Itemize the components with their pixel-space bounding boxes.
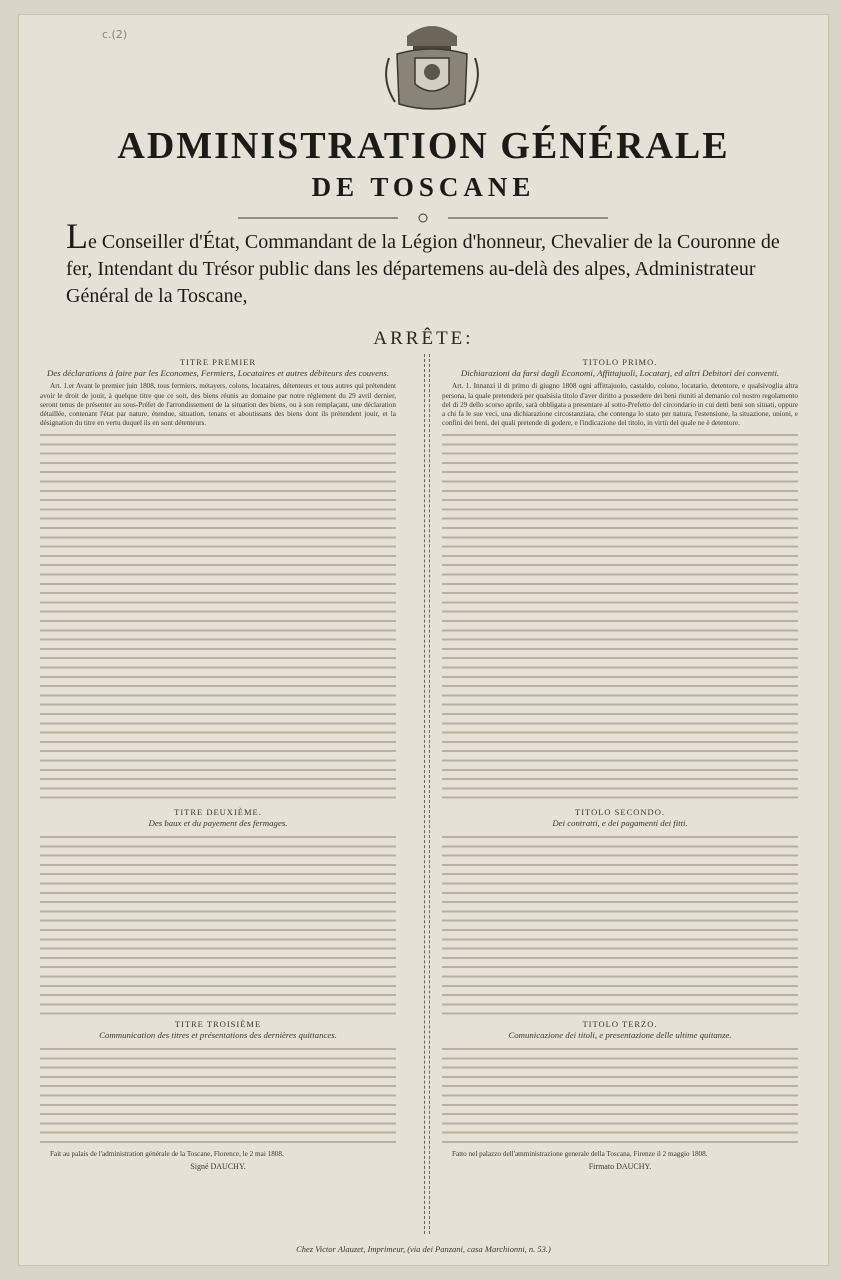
printer-imprint: Chez Victor Alauzet, Imprimeur, (via dei Panzani, casa Marchionni, n. 53.) (296, 1244, 551, 1254)
french-body-text-1 (40, 430, 396, 806)
corner-mark: c.(2) (102, 28, 128, 41)
italian-title-2: TITOLO SECONDO. (575, 806, 665, 817)
italian-closing: Fatto nel palazzo dell'amministrazione generale della Toscana, Firenze il 2 maggio 1808. (452, 1150, 708, 1159)
french-signature: Signé DAUCHY. (190, 1161, 246, 1171)
poster-sheet (18, 14, 829, 1266)
french-title-1: TITRE PREMIER (179, 357, 257, 367)
italian-body-text-1 (442, 430, 798, 806)
italian-title-1: TITOLO PRIMO. (582, 357, 658, 367)
french-body-text-2 (40, 832, 396, 1018)
french-subtitle-3: Communication des titres et présentations des dernières quittances. (99, 1030, 337, 1041)
italian-subtitle-3: Comunicazione dei titoli, e presentazione delle ultime quitanze. (508, 1030, 732, 1041)
french-subtitle-1: Des déclarations à faire par les Economes, Fermiers, Locataires et autres débiteurs des couvens. (46, 368, 390, 379)
french-subtitle-2: Des baux et du payement des fermages. (148, 818, 288, 829)
italian-signature: Firmato DAUCHY. (588, 1161, 652, 1171)
arrete-heading: ARRÊTE: (373, 328, 474, 349)
french-title-2: TITRE DEUXIÈME. (174, 806, 262, 817)
drop-initial: L (66, 216, 88, 256)
italian-body-text-3 (442, 1044, 798, 1150)
title-line-2: DE TOSCANE (311, 172, 536, 202)
preamble (66, 216, 806, 310)
coat-of-arms-icon (377, 14, 487, 114)
french-closing: Fait au palais de l'administration générale de la Toscane, Florence, le 2 mai 1808. (50, 1150, 284, 1159)
french-title-3: TITRE TROISIÈME (174, 1019, 262, 1030)
preamble-text: e Conseiller d'État, Commandant de la Légion d'honneur, Chevalier de la Couronne de fer, Intendant du Trésor public dans les départemens au-delà des alpes, Administrateur Général de la Toscane, (66, 231, 780, 307)
italian-body-text-2 (442, 832, 798, 1018)
title-line-1: ADMINISTRATION GÉNÉRALE (117, 125, 730, 167)
italian-article-1: Art. 1. Innanzi il di primo di giugno 1808 ogni affittajuolo, castaldo, colono, locatario, detentore, e qualsivoglia altra persona, la quale pretenderà per qualsisia titolo d'aver diritto a possedere dei beni riuniti al demanio col nostro regolamento del di 29 dello scorso aprile, sarà obbligata a presentare al sotto-Prefetto del circondario in cui detti beni son situati, oppure a chi fa le sue veci, una dichiarazione circostanziata, che contenga lo stato per natura, l'estensione, la situazione, unioni, e confini dei beni, dei quali pretende di godere, e l'indicazione del titolo, in virtù del quale ne è detentore. (442, 382, 798, 428)
italian-column (442, 356, 798, 1171)
italian-title-3: TITOLO TERZO. (582, 1019, 658, 1030)
ornament-divider-icon (238, 212, 608, 224)
french-article-1: Art. 1.er Avant le premier juin 1808, tous fermiers, métayers, colons, locataires, détenteurs et tous autres qui prétendent avoir le droit de jouir, à quelque titre que ce soit, des biens réunis au domaine par notre réglement du 29 avril dernier, seront tenus de présenter au sous-Préfet de l'arrondissement de la situation des biens, ou à son remplaçant, une déclaration détaillée, contenant l'état par nature, étendue, situation, tenans et aboutissans des biens dont ils prétendent jouir, et la désignation du titre en vertu duquel ils en sont détenteurs. (40, 382, 396, 428)
column-divider (424, 354, 430, 1234)
french-column (40, 356, 396, 1171)
italian-subtitle-1: Dichiarazioni da farsi dagli Economi, Affittajuoli, Locatarj, ed altri Debitori dei conventi. (460, 368, 780, 379)
french-body-text-3 (40, 1044, 396, 1150)
italian-subtitle-2: Dei contratti, e dei pagamenti dei fitti. (552, 818, 688, 829)
